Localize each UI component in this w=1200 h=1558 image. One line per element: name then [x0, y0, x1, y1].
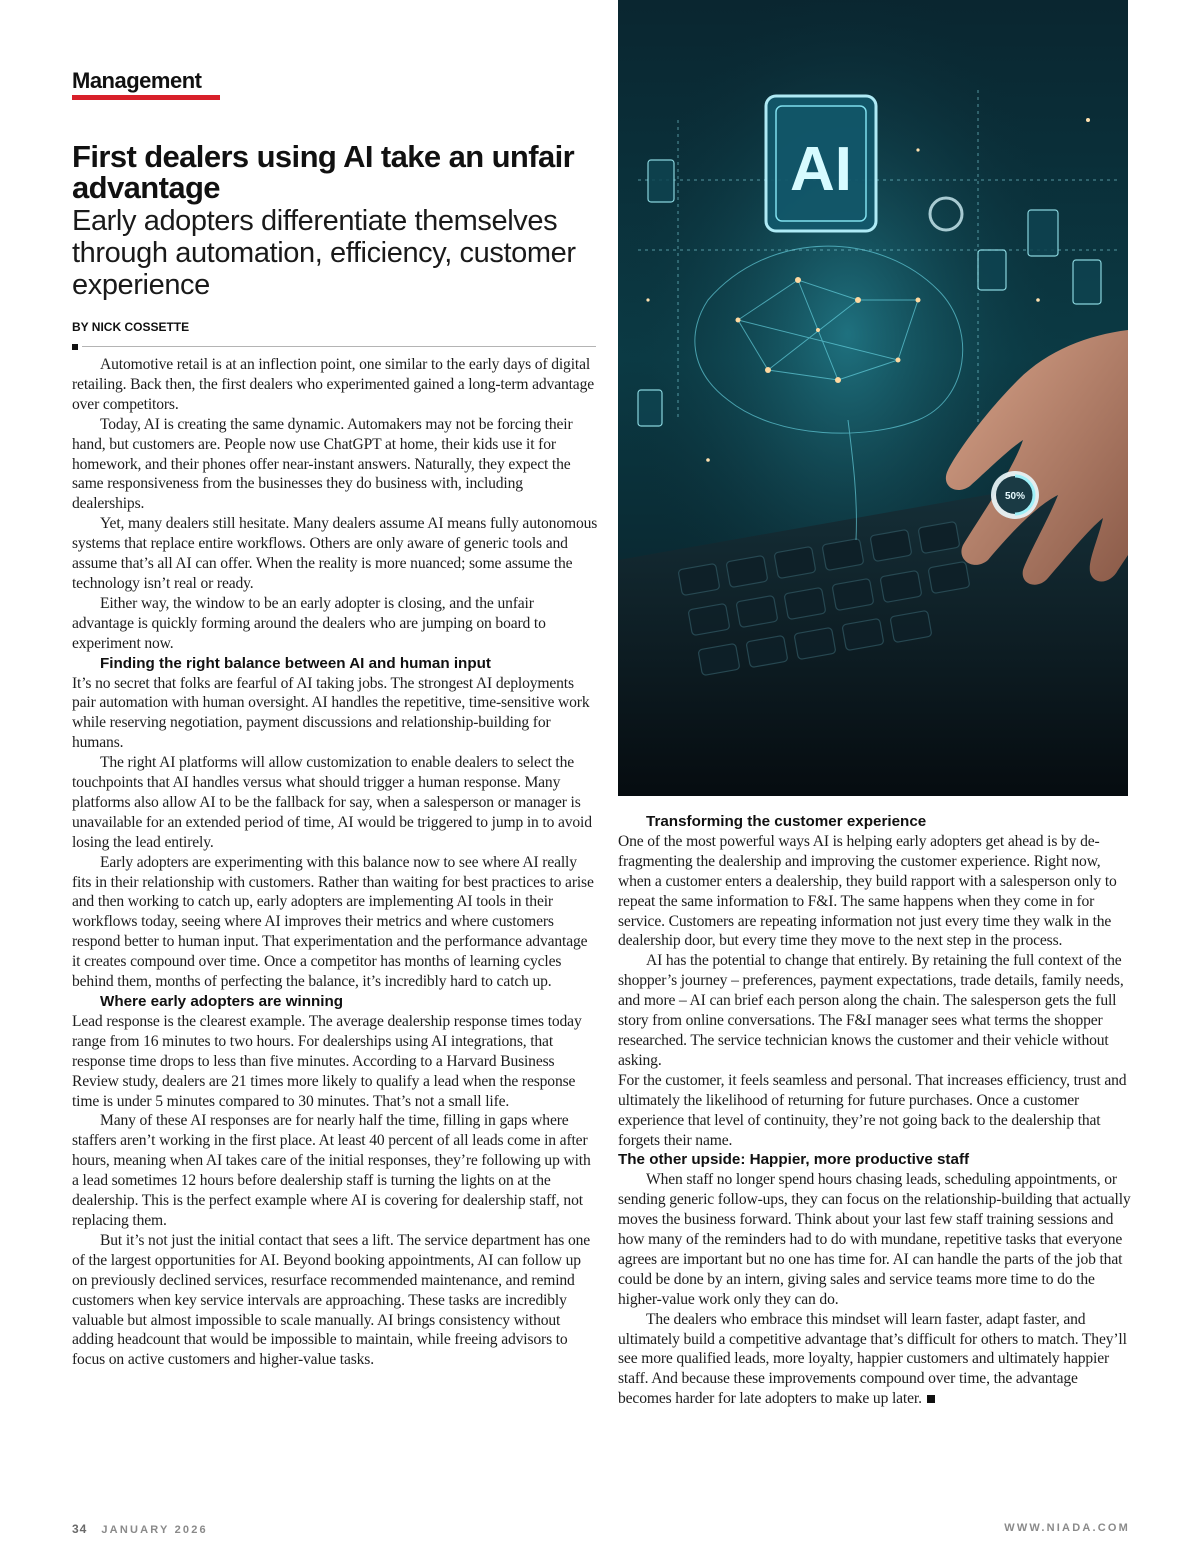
paragraph — [72, 674, 598, 754]
paragraph — [618, 832, 1132, 951]
svg-text:50%: 50% — [1004, 491, 1026, 502]
paragraph-text: Either way, the window to be an early adopter is closing, and the unfair advantage is quickly forming around the dealers who are jumping on board to experiment now. — [72, 594, 546, 652]
paragraph — [72, 594, 598, 654]
subhead — [72, 992, 598, 1012]
article-column-left — [72, 355, 598, 1370]
subhead-text: Where early adopters are winning — [100, 993, 344, 1010]
ai-chip-icon — [766, 96, 876, 231]
paragraph — [72, 415, 598, 515]
subhead-text: Transforming the customer experience — [646, 813, 927, 830]
paragraph-text: Automotive retail is at an inflection point, one similar to the early days of digital retailing. Back then, the first dealers who experimented gained a long-term advantage over competitors. — [72, 356, 594, 413]
paragraph — [72, 355, 598, 415]
byline-marker — [72, 344, 78, 350]
paragraph-text: The dealers who embrace this mindset will learn faster, adapt faster, and ultimately build a competitive advantage that’s difficult for others to match. They’ll see more qualified leads, more loyalty, happier customers and ultimately happier staff. And because these improvements compound over time, the advantage becomes harder for late adopters to make up later. — [618, 1310, 1127, 1408]
paragraph — [72, 753, 598, 853]
section-label: Management — [72, 68, 202, 93]
folio-website: WWW.NIADA.COM — [1004, 1522, 1130, 1534]
paragraph — [618, 1170, 1132, 1309]
paragraph-text: Today, AI is creating the same dynamic. Automakers may not be forcing their hand, but customers are. People now use ChatGPT at home, their kids use it for homework, and their phones offer near-instant answers. Naturally, they expect the same responsiveness from the businesses they do business with, including dealerships. — [72, 415, 573, 513]
paragraph-text: Early adopters are experimenting with this balance now to see where AI really fits in their relationship with customers. Rather than waiting for best practices to arise and then working to catch up, early adopters are implementing AI tools in their workflows today, seeing where AI improves their metrics and where customers respond better to human input. That experimentation and the performance advantage it creates compound over time. Once a competitor has months of learning cycles behind them, months of perfecting the balance, it’s incredibly hard to catch up. — [72, 853, 594, 991]
paragraph — [618, 1310, 1132, 1410]
paragraph — [72, 1111, 598, 1230]
article-column-right — [618, 812, 1132, 1409]
paragraph — [72, 514, 598, 594]
paragraph-text: But it’s not just the initial contact that sees a lift. The service department has one of the largest opportunities for AI. Beyond booking appointments, AI can follow up on previously declined services, resurface recommended maintenance, and remind customers when key service intervals are approaching. These tasks are incredibly valuable but almost impossible to scale manually. AI brings consistency without adding headcount that would be impossible to maintain, while freeing advisors to focus on active customers and higher-value tasks. — [72, 1231, 591, 1369]
paragraph-text: It’s no secret that folks are fearful of AI taking jobs. The strongest AI deployments pair automation with human oversight. AI handles the repetitive, time-sensitive work while reserving negotiation, payment discussions and relationship-building for humans. — [72, 674, 590, 752]
progress-badge-icon — [991, 471, 1039, 519]
paragraph-text: When staff no longer spend hours chasing leads, scheduling appointments, or sending generic follow-ups, they can focus on the relationship-building that actually moves the business forward. Think about your last few staff training sessions and how many of the reminders had to do with mundane, repetitive tasks that everyone agrees are important but no one has time for. AI can handle the parts of the job that could be done by an intern, giving sales and service teams more time to do the higher-value work only they can do. — [618, 1171, 1131, 1308]
subhead-text: The other upside: Happier, more productive staff — [618, 1151, 970, 1169]
paragraph — [72, 1231, 598, 1370]
section-rule — [72, 95, 220, 100]
issue-date: JANUARY 2026 — [101, 1524, 208, 1536]
subhead — [618, 812, 1132, 832]
headline: First dealers using AI take an unfair advantage — [72, 139, 575, 205]
paragraph — [618, 1071, 1132, 1151]
paragraph — [618, 951, 1132, 1070]
page-number: 34 — [72, 1522, 88, 1536]
hero-photo — [618, 0, 1128, 796]
paragraph-text: One of the most powerful ways AI is helping early adopters get ahead is by de-fragmenting the dealership and improving the customer experience. Right now, when a customer enters a dealership, they build rapport with a salesperson only to repeat the same information to F&I. The same happens when they come in for service. Customers are repeating information not just every time they walk in the dealership door, but every time they move to the next step in the process. — [618, 832, 1117, 950]
byline: BY NICK COSSETTE — [72, 320, 190, 334]
paragraph-text: Many of these AI responses are for nearly half the time, filling in gaps where staffers aren’t working in the first place. At least 40 percent of all leads come in after hours, meaning when AI takes care of the initial responses, they’re following up with a lead sometimes 12 hours before dealership staff is turning the lights on at the dealership. This is the perfect example where AI is covering for dealership staff, not replacing them. — [72, 1112, 591, 1229]
byline-rule — [82, 346, 596, 347]
paragraph-text: For the customer, it feels seamless and personal. That increases efficiency, trust and ultimately the likelihood of returning for future purchases. Once a customer experience that level of continuity, they’re not going back to the dealership that forgets their name. — [618, 1071, 1127, 1149]
dek: Early adopters differentiate themselves through automation, efficiency, customer experience — [72, 205, 576, 301]
paragraph-text: The right AI platforms will allow customization to enable dealers to select the touchpoints that AI handles versus what should trigger a human response. Many platforms also allow AI to be the fallback for say, when a salesperson or manager is unavailable for an extended period of time, AI would be triggered to jump in to avoid losing the lead entirely. — [72, 754, 592, 851]
svg-text:AI: AI — [790, 135, 852, 204]
subhead — [618, 1150, 1132, 1170]
subhead — [72, 654, 598, 674]
paragraph — [72, 853, 598, 992]
paragraph-text: Lead response is the clearest example. The average dealership response times today range from 16 minutes to two hours. For dealerships using AI integrations, that response time drops to less than five minutes. According to a Harvard Business Review study, dealers are 21 times more likely to qualify a lead when the response time is under 5 minutes compared to 30 minutes. That’s not a small life. — [72, 1012, 582, 1110]
ai-laptop-illustration — [618, 0, 1128, 796]
subhead-text: Finding the right balance between AI and human input — [100, 654, 491, 672]
folio-left — [72, 1522, 208, 1536]
paragraph — [72, 1012, 598, 1112]
paragraph-text: Yet, many dealers still hesitate. Many dealers assume AI means fully autonomous systems that replace entire workflows. Others are only aware of generic tools and assume that’s all AI can offer. When the reality is more nuanced; some assume the technology isn’t real or ready. — [72, 515, 598, 592]
paragraph-text: AI has the potential to change that entirely. By retaining the full context of the shopper’s journey – preferences, payment expectations, trade details, family needs, and more – AI can brief each person along the chain. The salesperson gets the full story from online conversations. The F&I manager sees what terms the shopper researched. The service technician knows the customer and their vehicle without asking. — [618, 952, 1124, 1069]
end-of-article-mark — [927, 1395, 935, 1403]
